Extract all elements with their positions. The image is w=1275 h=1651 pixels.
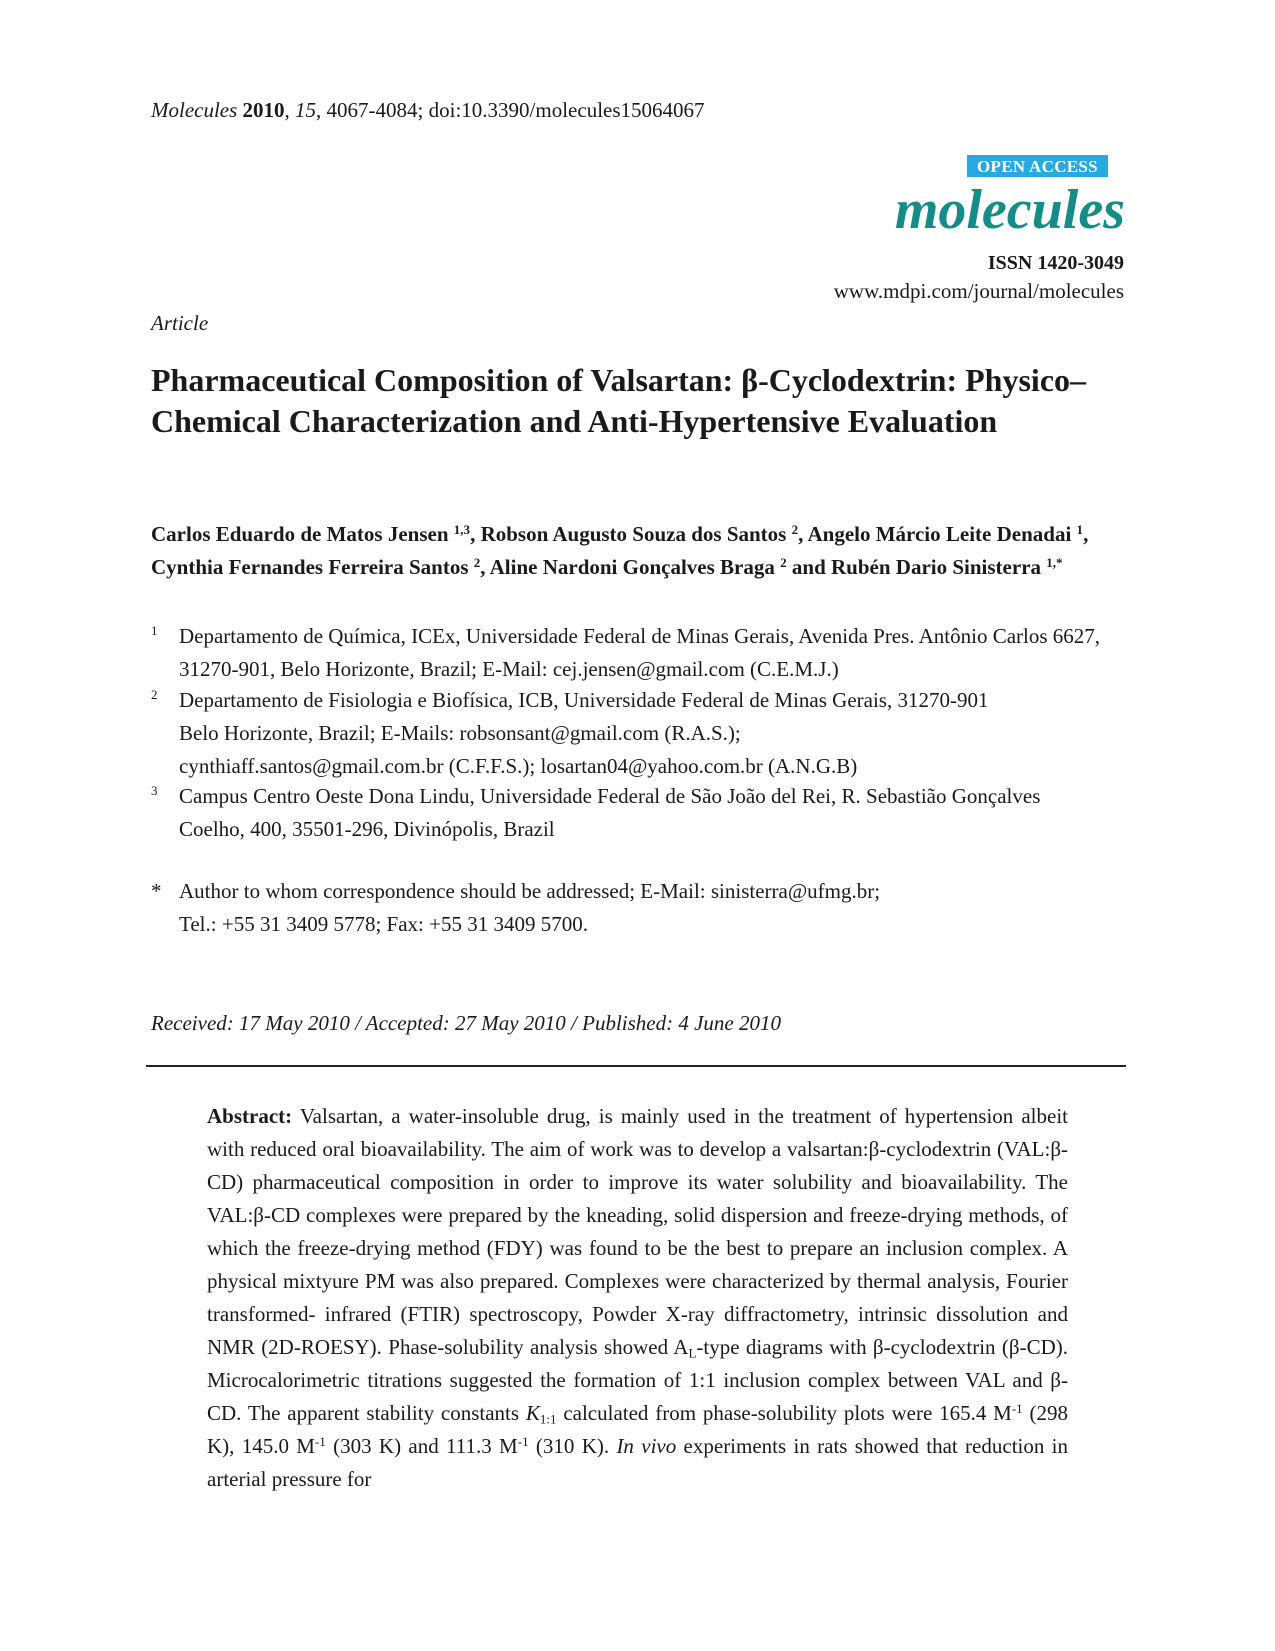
divider — [146, 1065, 1126, 1067]
journal-name: Molecules — [151, 98, 238, 122]
author-affiliation: 1,3 — [453, 521, 471, 537]
affiliation-1 — [151, 620, 1101, 686]
correspondence-text: Author to whom correspondence should be addressed; E-Mail: sinisterra@ufmg.br; Tel.: +55 31 3409 5778; Fax: +55 31 3409 5700. — [179, 879, 881, 936]
author-name: Cynthia Fernandes Ferreira Santos — [151, 555, 469, 579]
journal-citation: Molecules 2010, 15, 4067-4084; doi:10.3390/molecules15064067 — [151, 98, 705, 122]
author-affiliation: 2 — [780, 554, 787, 570]
paper-title: Pharmaceutical Composition of Valsartan: β-Cyclodextrin: Physico–Chemical Characterization and Anti-Hypertensive Evaluation — [151, 362, 1087, 439]
abstract-label: Abstract: — [207, 1104, 293, 1128]
abstract: Abstract: Valsartan, a water-insoluble drug, is mainly used in the treatment of hypertension albeit with reduced oral bioavailability. The aim of work was to develop a valsartan:β-cyclodextrin (VAL:β-CD) pharmaceutical composition in order to improve its water solubility and bioavailability. The VAL:β-CD complexes were prepared by the kneading, solid dispersion and freeze-drying methods, of which the freeze-drying method (FDY) was found to be the best to prepare an inclusion complex. A physical mixtyure PM was also prepared. Complexes were characterized by thermal analysis, Fourier transformed- infrared (FTIR) spectroscopy, Powder X-ray diffractometry, intrinsic dissolution and NMR (2D-ROESY). Phase-solubility analysis showed $A_L$-type diagrams with β-cyclodextrin (β-CD). Microcalorimetric titrations suggested the formation of 1:1 inclusion complex between VAL and β-CD. The apparent stability constants $K_{1:1}$ calculated from phase-solubility plots were 165.4 $M^{-1}$ (298 K), 145.0 $M^{-1}$ (303 K) and 111.3 $M^{-1}$ (310 K). In vivo experiments in rats showed that reduction in arterial pressure for — [207, 1104, 1069, 1491]
affiliation-text: Departamento de Química, ICEx, Universidade Federal de Minas Gerais, Avenida Pres. Antônio Carlos 6627, 31270-901, Belo Horizonte, Brazil; E-Mail: cej.jensen@gmail.com (C.E.M.J.) — [179, 624, 1101, 681]
affiliation-number: 1 — [151, 623, 158, 638]
affiliation-number: 2 — [151, 687, 158, 702]
author-name: Rubén Dario Sinisterra — [831, 555, 1042, 579]
affiliation-number: 3 — [151, 783, 158, 798]
affiliation-2 — [151, 684, 1101, 783]
correspondence — [151, 875, 1101, 941]
author-list: Carlos Eduardo de Matos Jensen $^{1,3}$, Robson Augusto Souza dos Santos $^2$, Angelo Márcio Leite Denadai $^1$, Cynthia Fernandes Ferreira Santos $^2$, Aline Nardoni Gonçalves Braga $^2$ and Rubén Dario Sinisterra $^{1,*}$ — [151, 521, 1089, 579]
publication-dates: Received: 17 May 2010 / Accepted: 27 May 2010 / Published: 4 June 2010 — [151, 1011, 781, 1035]
journal-logo: molecules — [894, 179, 1125, 241]
affiliation-text: Departamento de Fisiologia e Biofísica, ICB, Universidade Federal de Minas Gerais, 31270-901 Belo Horizonte, Brazil; E-Mails: robsonsant@gmail.com (R.A.S.); cynthiaff.santos@gmail.com.br (C.F.F.S.); losartan04@yahoo.com.br (A.N.G.B) — [179, 688, 989, 778]
author-name: Robson Augusto Souza dos Santos — [480, 522, 787, 546]
author-affiliation: 2 — [791, 521, 799, 537]
journal-year: 2010 — [242, 98, 285, 122]
author-affiliation: 1,* — [1046, 554, 1063, 570]
author-name: Aline Nardoni Gonçalves Braga — [489, 555, 775, 579]
journal-pages-doi: , 4067-4084; doi:10.3390/molecules15064067 — [316, 98, 705, 122]
journal-volume: 15 — [295, 98, 317, 122]
affiliation-text: Campus Centro Oeste Dona Lindu, Universidade Federal de São João del Rei, R. Sebastião Gonçalves Coelho, 400, 35501-296, Divinópolis, Brazil — [179, 784, 1041, 841]
author-name: Angelo Márcio Leite Denadai — [807, 522, 1072, 546]
issn: ISSN 1420-3049 — [987, 252, 1124, 274]
affiliation-3 — [151, 780, 1101, 846]
article-type: Article — [151, 311, 209, 335]
author-affiliation: 2 — [473, 554, 481, 570]
correspondence-star: * — [151, 879, 162, 903]
author-name: Carlos Eduardo de Matos Jensen — [151, 522, 449, 546]
author-affiliation: 1 — [1076, 521, 1084, 537]
journal-url[interactable]: www.mdpi.com/journal/molecules — [833, 279, 1124, 303]
open-access-badge: OPEN ACCESS — [967, 155, 1108, 177]
